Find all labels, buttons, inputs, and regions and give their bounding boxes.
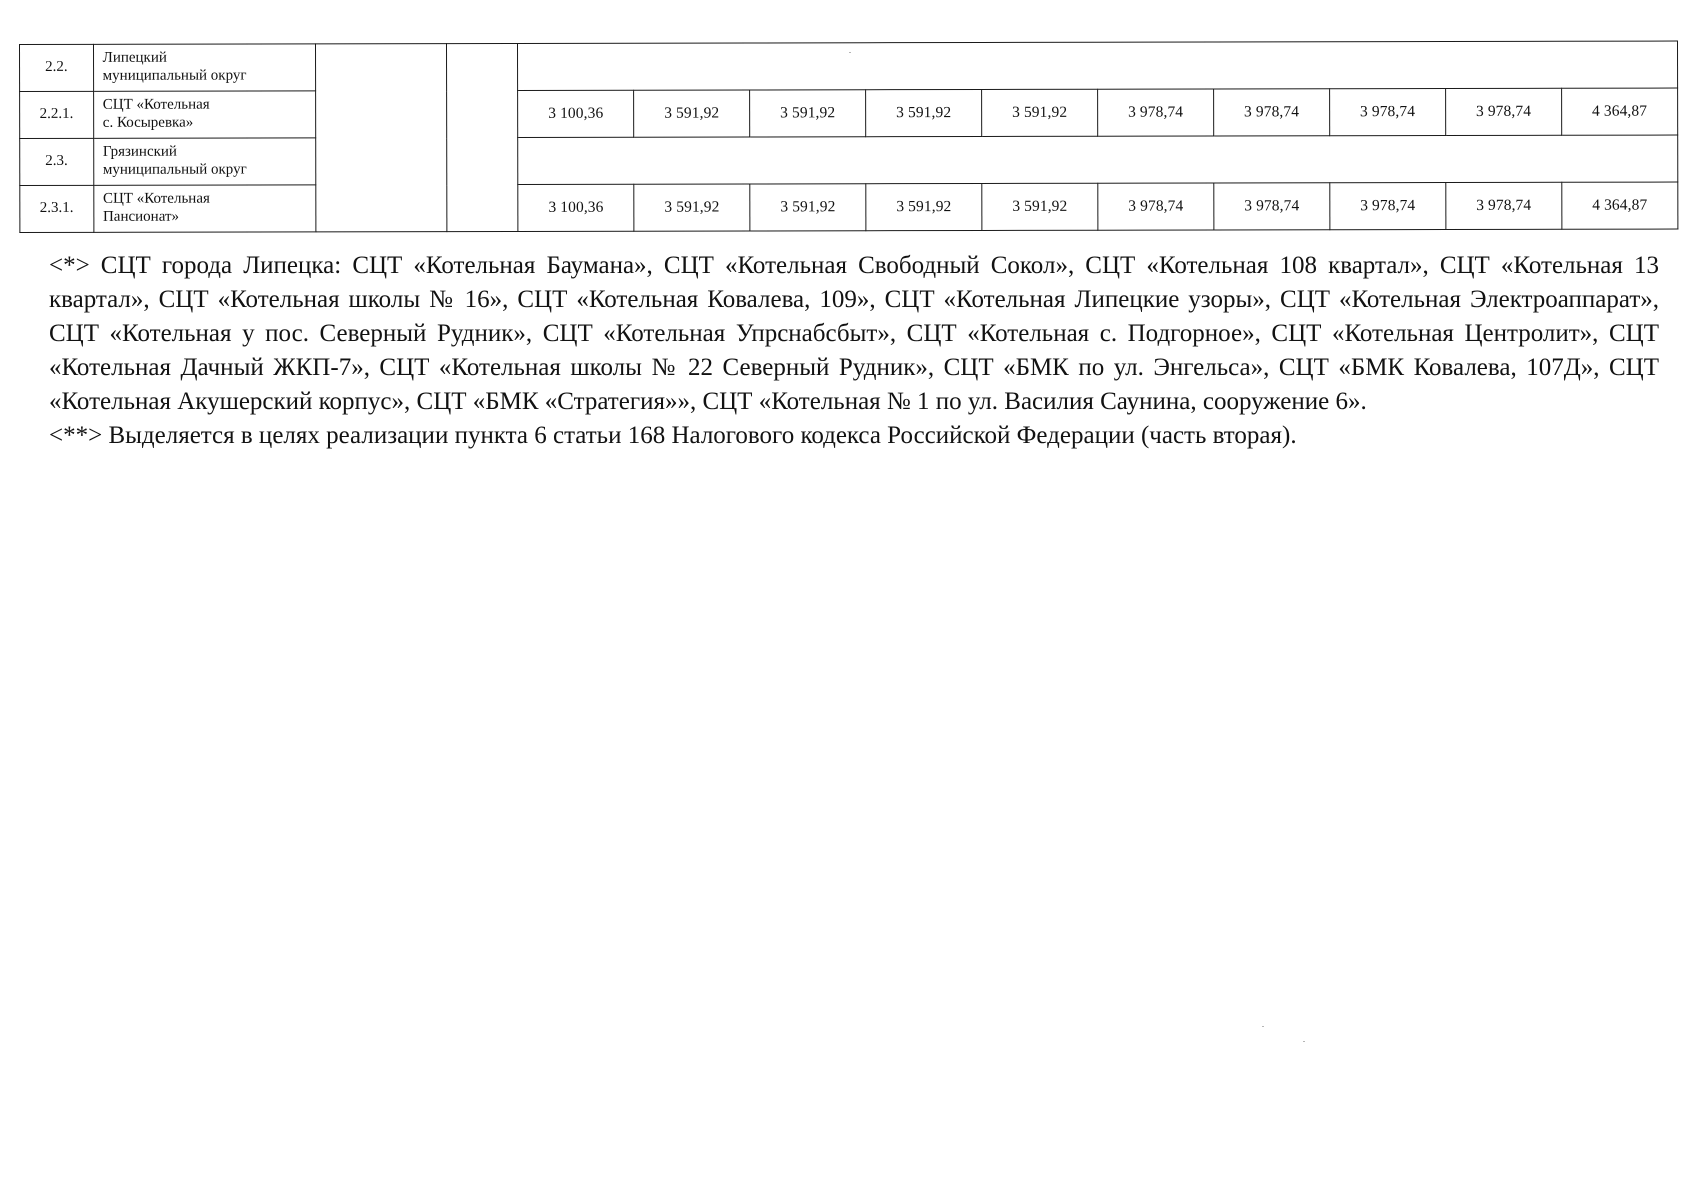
row-name	[93, 91, 316, 138]
tariff-value: 3 978,74	[1098, 89, 1214, 136]
table-row	[20, 182, 1678, 232]
tariff-value: 3 978,74	[1446, 182, 1562, 229]
scan-speck	[849, 52, 851, 53]
tariff-value: 3 591,92	[750, 184, 866, 231]
scan-speck	[1303, 1041, 1305, 1042]
tariff-value: 3 978,74	[1214, 183, 1330, 230]
tariff-value: 3 591,92	[634, 184, 750, 231]
footnote-single-asterisk: <*> СЦТ города Липецка: СЦТ «Котельная Баумана», СЦТ «Котельная Свободный Сокол», СЦТ «Котельная 108 квартал», СЦТ «Котельная 13 квартал», СЦТ «Котельная школы № 16», СЦТ «Котельная Ковалева, 109», СЦТ «Котельная Липецкие узоры», СЦТ «Котельная Электроаппарат», СЦТ «Котельная у пос. Северный Рудник», СЦТ «Котельная Упрснабсбыт», СЦТ «Котельная с. Подгорное», СЦТ «Котельная Центролит», СЦТ «Котельная Дачный ЖКП-7», СЦТ «Котельная школы № 22 Северный Рудник», СЦТ «БМК по ул. Энгельса», СЦТ «БМК Ковалева, 107Д», СЦТ «Котельная Акушерский корпус», СЦТ «БМК «Стратегия»», СЦТ «Котельная № 1 по ул. Василия Саунина, сооружение 6».	[49, 252, 1659, 415]
tariff-value: 3 591,92	[982, 183, 1098, 230]
row-name-line: Пансионат»	[102, 208, 180, 225]
tariff-value: 3 591,92	[866, 183, 982, 230]
scan-speck	[1262, 1026, 1264, 1027]
row-name	[93, 44, 316, 91]
row-name-line: с. Косыревка»	[102, 114, 194, 131]
row-number: 2.3.	[20, 138, 94, 185]
footnotes	[49, 249, 1659, 453]
row-number: 2.3.1.	[20, 185, 94, 232]
tariff-value: 3 100,36	[518, 90, 634, 137]
row-name	[93, 138, 316, 185]
row-name-line: СЦТ «Котельная	[102, 190, 210, 208]
tariff-value: 3 591,92	[634, 90, 750, 137]
merged-empty-cell	[316, 44, 446, 232]
row-name-line: муниципальный округ	[102, 67, 247, 84]
tariff-value: 3 978,74	[1214, 89, 1330, 136]
row-number: 2.2.1.	[20, 91, 94, 138]
tariff-value: 3 591,92	[982, 89, 1098, 136]
table-row	[20, 88, 1678, 138]
row-name-line: Липецкий	[102, 50, 167, 67]
tariff-value: 3 978,74	[1445, 88, 1561, 135]
table-row	[20, 41, 1678, 91]
tariff-value: 4 364,87	[1561, 88, 1677, 135]
row-name-line: муниципальный округ	[102, 161, 247, 178]
group-header-span	[518, 135, 1678, 184]
row-number: 2.2.	[20, 44, 94, 91]
tariff-value: 3 978,74	[1330, 183, 1446, 230]
tariff-value: 3 978,74	[1330, 89, 1446, 136]
row-name-line: СЦТ «Котельная	[102, 96, 210, 114]
row-name-line: Грязинский	[102, 143, 177, 161]
tariff-value: 3 591,92	[866, 89, 982, 136]
tariff-value: 4 364,87	[1562, 182, 1678, 229]
tariff-value: 3 100,36	[518, 184, 634, 231]
tariff-table	[19, 41, 1678, 233]
table-row	[20, 135, 1678, 185]
group-header-span	[518, 41, 1678, 90]
tariff-value: 3 978,74	[1098, 183, 1214, 230]
tariff-value: 3 591,92	[750, 90, 866, 137]
footnote-double-asterisk: <**> Выделяется в целях реализации пункта 6 статьи 168 Налогового кодекса Российской Федерации (часть вторая).	[49, 422, 1297, 449]
row-name	[93, 185, 316, 232]
merged-empty-cell	[446, 43, 518, 231]
